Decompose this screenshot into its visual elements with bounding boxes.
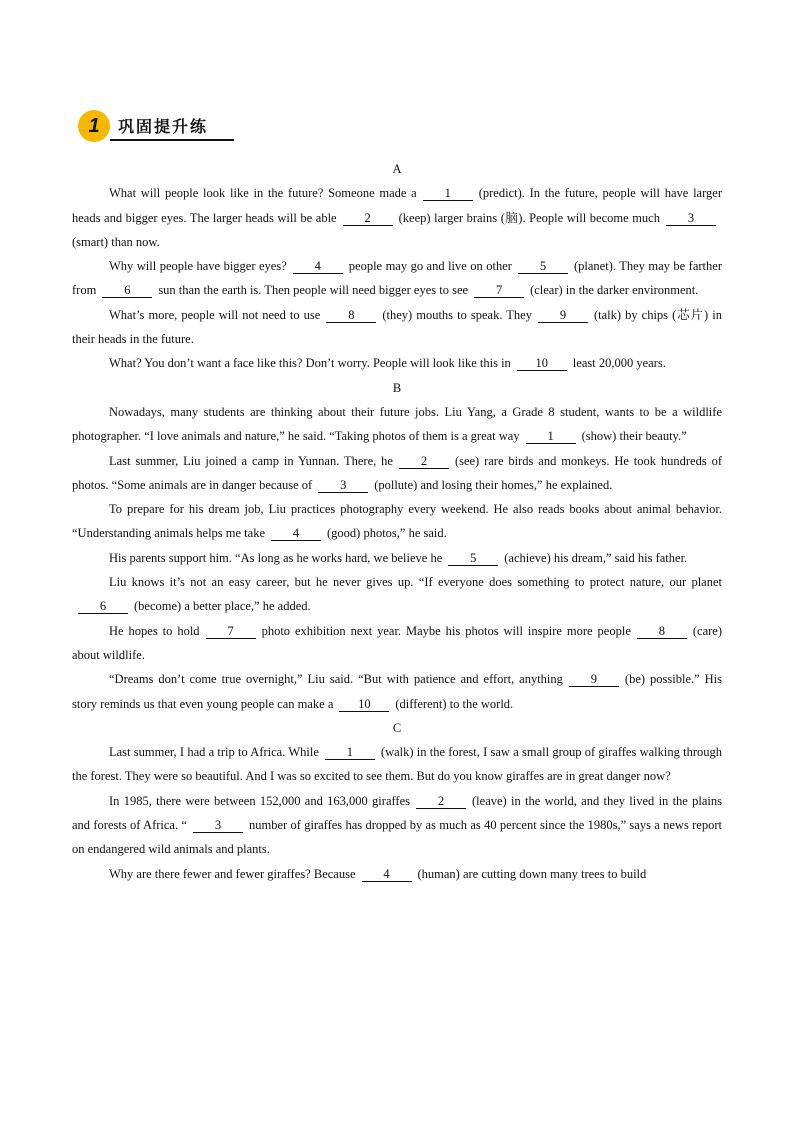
passage-text: Why are there fewer and fewer giraffes? Because bbox=[109, 866, 356, 881]
passage-text: To prepare for his dream job, Liu practices photography every weekend. He also reads books about animal behavior. “Understanding animals helps me take bbox=[72, 502, 722, 541]
passage-text: (good) photos,” he said. bbox=[327, 526, 447, 541]
paragraph bbox=[72, 497, 722, 546]
passage-text: “Dreams don’t come true overnight,” Liu said. “But with patience and effort, anything bbox=[109, 672, 563, 687]
section-header bbox=[78, 110, 238, 142]
passage-text: In 1985, there were between 152,000 and 163,000 giraffes bbox=[109, 793, 411, 808]
paragraph bbox=[72, 449, 722, 498]
paragraph bbox=[72, 303, 722, 352]
answer-blank-2[interactable]: 2 bbox=[416, 794, 466, 809]
paragraph bbox=[72, 254, 722, 303]
passage-text: (care) about wildlife. bbox=[72, 623, 723, 662]
passage-text: (predict). In the future, people will have larger heads and bigger eyes. The larger heads will be able bbox=[72, 186, 723, 225]
passage-c-label: C bbox=[392, 720, 402, 735]
passage-text: (see) rare birds and monkeys. He took hundreds of photos. “Some animals are in danger because of bbox=[72, 453, 722, 492]
answer-blank-8[interactable]: 8 bbox=[326, 308, 376, 323]
answer-blank-6[interactable]: 6 bbox=[102, 283, 152, 298]
title-underline bbox=[110, 139, 234, 141]
passage-text: Liu knows it’s not an easy career, but he never gives up. “If everyone does something to protect nature, our planet bbox=[109, 575, 722, 590]
answer-blank-2[interactable]: 2 bbox=[399, 454, 449, 469]
paragraph bbox=[72, 619, 722, 668]
passage-a bbox=[72, 181, 722, 375]
passage-text: What’s more, people will not need to use bbox=[109, 307, 321, 322]
passage-text: Why will people have bigger eyes? bbox=[109, 259, 287, 274]
passage-b-label: B bbox=[392, 380, 402, 395]
paragraph bbox=[72, 667, 722, 716]
passage-text: Nowadays, many students are thinking about their future jobs. Liu Yang, a Grade 8 student, wants to be a wildlife photographer. “I love animals and nature,” he said. “Taking photos of them is a great way bbox=[72, 404, 722, 444]
paragraph bbox=[72, 570, 722, 619]
passage-text: Last summer, I had a trip to Africa. While bbox=[109, 745, 319, 760]
passage-text: sun than the earth is. Then people will need bigger eyes to see bbox=[158, 283, 469, 298]
passage-text: He hopes to hold bbox=[109, 623, 200, 638]
passage-text: (different) to the world. bbox=[395, 696, 514, 711]
passage-text: What will people look like in the future? Someone made a bbox=[109, 186, 417, 201]
paragraph bbox=[72, 181, 722, 254]
answer-blank-9[interactable]: 9 bbox=[569, 672, 619, 687]
section-number-badge: 1 bbox=[78, 110, 110, 142]
answer-blank-10[interactable]: 10 bbox=[517, 356, 567, 371]
paragraph bbox=[72, 546, 722, 570]
answer-blank-1[interactable]: 1 bbox=[423, 186, 473, 201]
passage-text: What? You don’t want a face like this? Don’t worry. People will look like this in bbox=[109, 356, 511, 371]
passage-text: least 20,000 years. bbox=[572, 356, 666, 371]
passage-text: (achieve) his dream,” said his father. bbox=[504, 550, 688, 565]
passage-b bbox=[72, 400, 722, 716]
passage-text: number of giraffes has dropped by as much as 40 percent since the 1980s,” says a news report on endangered wild animals and plants. bbox=[72, 818, 722, 857]
answer-blank-5[interactable]: 5 bbox=[448, 551, 498, 566]
section-title: 巩固提升练 bbox=[118, 117, 209, 136]
passage-text: (keep) larger brains (脑). People will become much bbox=[398, 210, 660, 225]
answer-blank-7[interactable]: 7 bbox=[206, 624, 256, 639]
answer-blank-3[interactable]: 3 bbox=[666, 211, 716, 226]
answer-blank-9[interactable]: 9 bbox=[538, 308, 588, 323]
passage-c bbox=[72, 740, 722, 886]
passage-text: (pollute) and losing their homes,” he explained. bbox=[374, 477, 613, 492]
passage-text: (show) their beauty.” bbox=[581, 429, 687, 444]
answer-blank-1[interactable]: 1 bbox=[526, 429, 576, 444]
answer-blank-10[interactable]: 10 bbox=[339, 697, 389, 712]
answer-blank-3[interactable]: 3 bbox=[193, 818, 243, 833]
passage-text: (become) a better place,” he added. bbox=[134, 599, 311, 614]
passage-text: (leave) in the world, and they lived in the plains and forests of Africa. “ bbox=[72, 793, 723, 833]
answer-blank-8[interactable]: 8 bbox=[637, 624, 687, 639]
answer-blank-4[interactable]: 4 bbox=[271, 526, 321, 541]
answer-blank-6[interactable]: 6 bbox=[78, 599, 128, 614]
passage-text: people may go and live on other bbox=[348, 259, 512, 274]
passage-text: (talk) by chips (芯片) in their heads in the future. bbox=[72, 307, 722, 347]
passage-text: (clear) in the darker environment. bbox=[530, 283, 699, 298]
paragraph bbox=[72, 862, 722, 886]
answer-blank-4[interactable]: 4 bbox=[293, 259, 343, 274]
paragraph bbox=[72, 351, 722, 375]
answer-blank-5[interactable]: 5 bbox=[518, 259, 568, 274]
paragraph bbox=[72, 400, 722, 449]
passage-text: (they) mouths to speak. They bbox=[382, 307, 532, 322]
passage-text: Last summer, Liu joined a camp in Yunnan. There, he bbox=[109, 453, 393, 468]
answer-blank-2[interactable]: 2 bbox=[343, 211, 393, 226]
answer-blank-1[interactable]: 1 bbox=[325, 745, 375, 760]
passage-text: (planet). They may be farther from bbox=[72, 259, 722, 298]
answer-blank-7[interactable]: 7 bbox=[474, 283, 524, 298]
answer-blank-4[interactable]: 4 bbox=[362, 867, 412, 882]
answer-blank-3[interactable]: 3 bbox=[318, 478, 368, 493]
passage-text: photo exhibition next year. Maybe his photos will inspire more people bbox=[261, 623, 631, 638]
passage-text: (smart) than now. bbox=[72, 234, 160, 249]
passage-text: (walk) in the forest, I saw a small group of giraffes walking through the forest. They were so beautiful. And I was so excited to see them. But do you know giraffes are in great danger now? bbox=[72, 745, 722, 784]
passage-a-label: A bbox=[392, 162, 402, 176]
passage-text: (human) are cutting down many trees to build bbox=[417, 866, 647, 881]
passage-text: (be) possible.” His story reminds us that even young people can make a bbox=[72, 672, 723, 711]
passage-text: His parents support him. “As long as he works hard, we believe he bbox=[109, 550, 443, 565]
paragraph bbox=[72, 789, 722, 862]
exercise-content bbox=[72, 157, 722, 886]
paragraph bbox=[72, 740, 722, 789]
